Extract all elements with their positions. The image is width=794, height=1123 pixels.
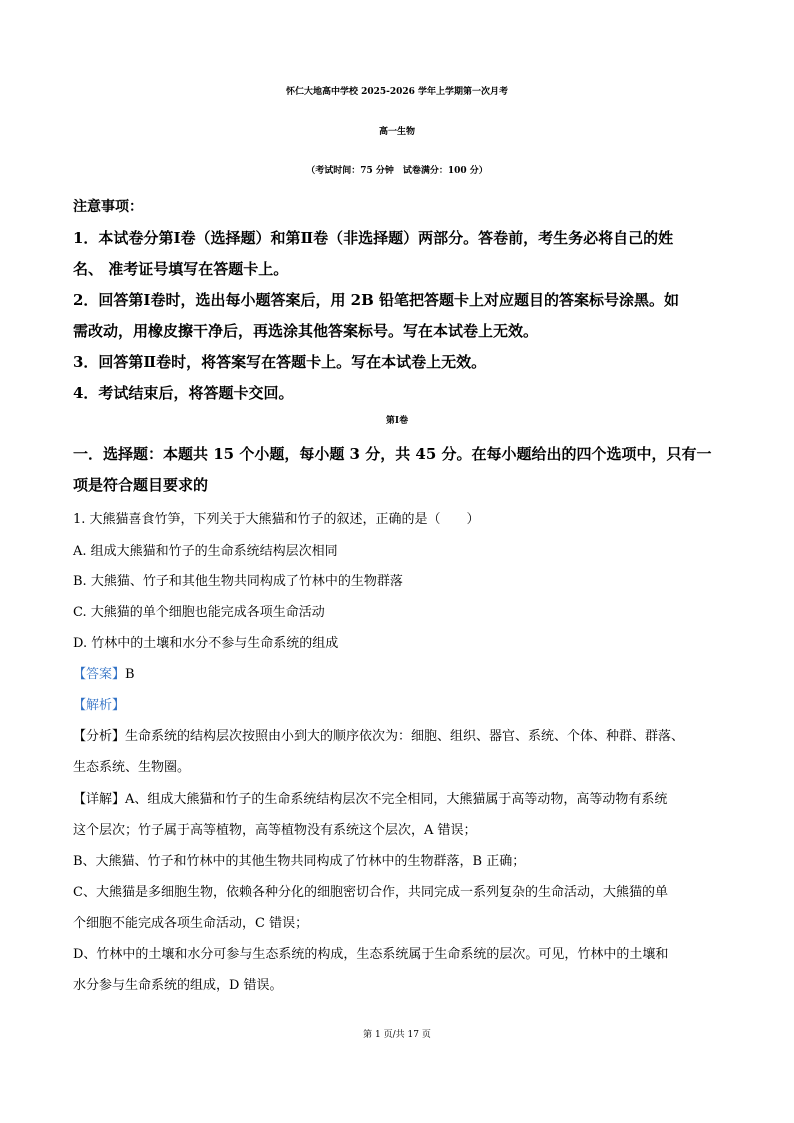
page-number: 第 1 页/共 17 页 <box>363 1030 431 1040</box>
section-intro: 项是符合题目要求的 <box>73 476 209 494</box>
note-line: 3．回答第Ⅱ卷时，将答案写在答题卡上。写在本试卷上无效。 <box>73 353 487 371</box>
analysis-line: D、竹林中的土壤和水分可参与生态系统的构成，生态系统属于生命系统的层次。可见，竹林中的土壤和 <box>73 947 669 962</box>
analysis-line: C、大熊猫是多细胞生物，依赖各种分化的细胞密切合作，共同完成一系列复杂的生命活动，大熊猫的单 <box>73 885 668 900</box>
exam-info: （考试时间：75 分钟 试卷满分：100 分） <box>306 166 488 176</box>
analysis-line: 【详解】A、组成大熊猫和竹子的生命系统结构层次不完全相同，大熊猫属于高等动物，高等动物有系统 <box>73 792 668 807</box>
analysis-line: B、大熊猫、竹子和竹林中的其他生物共同构成了竹林中的生物群落，B 正确； <box>73 854 526 869</box>
answer-label: 【答案】 <box>73 667 126 682</box>
analysis-line: 【分析】生命系统的结构层次按照由小到大的顺序依次为：细胞、组织、器官、系统、个体、种群、群落、 <box>73 729 685 744</box>
exam-title: 怀仁大地高中学校 2025-2026 学年上学期第一次月考 <box>285 87 509 97</box>
subject-title: 高一生物 <box>378 127 415 137</box>
notes-heading: 注意事项： <box>73 199 143 215</box>
section-intro: 一．选择题：本题共 15 个小题，每小题 3 分，共 45 分。在每小题给出的四个选项中，只有一 <box>73 445 712 463</box>
analysis-label: 【解析】 <box>73 698 126 713</box>
analysis-line: 个细胞不能完成各项生命活动，C 错误； <box>73 916 309 931</box>
option-b: B. 大熊猫、竹子和其他生物共同构成了竹林中的生物群落 <box>73 574 403 589</box>
option-c: C. 大熊猫的单个细胞也能完成各项生命活动 <box>73 605 325 620</box>
note-line: 需改动，用橡皮擦干净后，再选涂其他答案标号。写在本试卷上无效。 <box>73 322 539 340</box>
option-a: A. 组成大熊猫和竹子的生命系统结构层次相同 <box>73 544 338 559</box>
note-line: 1．本试卷分第Ⅰ卷（选择题）和第Ⅱ卷（非选择题）两部分。答卷前，考生务必将自己的姓 <box>73 229 674 247</box>
analysis-line: 水分参与生命系统的组成，D 错误。 <box>73 978 283 993</box>
note-line: 名、 准考证号填写在答题卡上。 <box>73 260 289 278</box>
option-d: D. 竹林中的土壤和水分不参与生命系统的组成 <box>73 636 339 651</box>
analysis-line: 这个层次；竹子属于高等植物，高等植物没有系统这个层次，A 错误； <box>73 823 477 838</box>
answer-value: B <box>125 667 135 682</box>
note-line: 2．回答第Ⅰ卷时，选出每小题答案后，用 2B 铅笔把答题卡上对应题目的答案标号涂黑。如 <box>73 291 680 309</box>
section-heading: 第Ⅰ卷 <box>385 416 409 426</box>
question-stem: 1. 大熊猫喜食竹笋，下列关于大熊猫和竹子的叙述，正确的是（ ） <box>73 512 480 527</box>
answer-line <box>73 663 135 682</box>
analysis-line: 生态系统、生物圈。 <box>73 760 191 775</box>
note-line: 4．考试结束后，将答题卡交回。 <box>73 384 294 402</box>
